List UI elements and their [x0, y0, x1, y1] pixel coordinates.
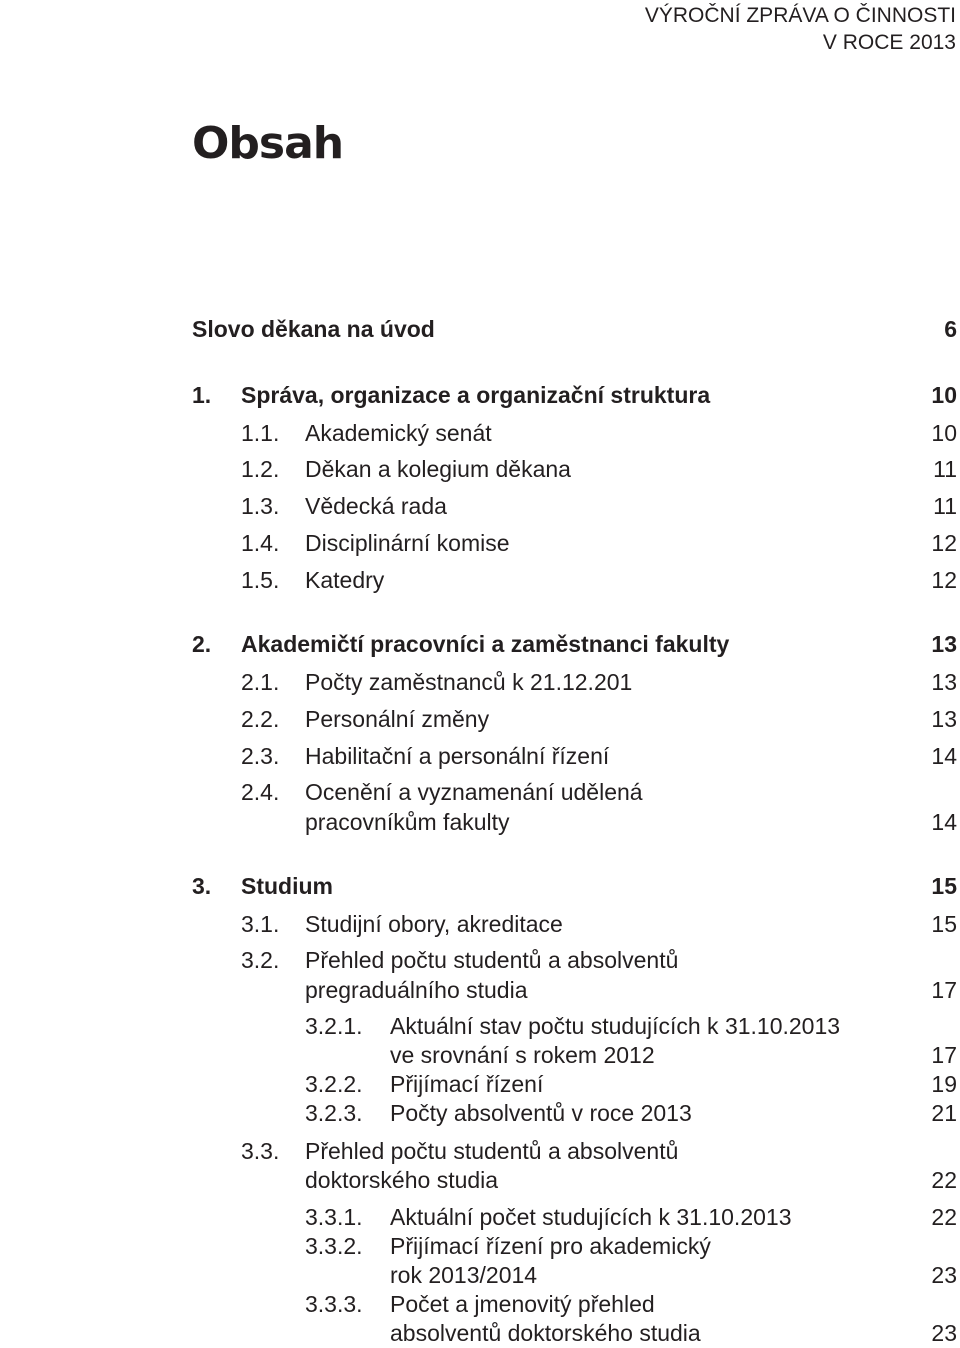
- toc-entry-title: Správa, organizace a organizační struktura: [241, 382, 711, 408]
- toc-entry-title-line-1: Aktuální stav počtu studujících k 31.10.2013: [390, 1013, 841, 1039]
- toc-entry-number: 2.: [192, 631, 212, 657]
- toc-entry-3-2[interactable]: [0, 946, 960, 1010]
- toc-entry-page: 21: [931, 1100, 957, 1126]
- toc-entry-number: 3.2.1.: [305, 1013, 363, 1039]
- toc-entry-page: 19: [931, 1071, 957, 1097]
- toc-entry-title: Katedry: [305, 567, 385, 593]
- toc-entry-title: Aktuální počet studujících k 31.10.2013: [390, 1204, 792, 1230]
- toc-entry-page: 11: [933, 493, 957, 519]
- toc-entry-number: 3.: [192, 873, 212, 899]
- toc-entry-number: 3.3.3.: [305, 1291, 363, 1317]
- toc-entry-number: 3.1.: [241, 911, 280, 937]
- toc-entry-number: 2.4.: [241, 779, 280, 805]
- toc-entry-title-line-2: rok 2013/2014: [390, 1262, 538, 1288]
- running-header: [645, 2, 956, 56]
- toc-entry-title: Počty zaměstnanců k 21.12.201: [305, 669, 633, 695]
- toc-entry-page: 23: [931, 1320, 957, 1346]
- running-header-line-2: V ROCE 2013: [822, 31, 956, 54]
- toc-entry-page: 22: [931, 1204, 957, 1230]
- toc-entry-title-line-1: Ocenění a vyznamenání udělená: [305, 779, 643, 805]
- toc-entry-page: 12: [931, 567, 957, 593]
- toc-entry-number: 3.2.2.: [305, 1071, 363, 1097]
- toc-entry-page: 15: [931, 873, 957, 899]
- toc-entry-page: 13: [931, 706, 957, 732]
- toc-entry-number: 2.1.: [241, 669, 280, 695]
- toc-entry-title: Počty absolventů v roce 2013: [390, 1100, 692, 1126]
- toc-entry-3-2-1[interactable]: [0, 1012, 960, 1072]
- toc-entry-page: 17: [931, 1042, 957, 1068]
- toc-entry-number: 1.: [192, 382, 212, 408]
- toc-entry-page: 6: [944, 316, 957, 342]
- toc-entry-page: 17: [931, 977, 957, 1003]
- toc-entry-page: 11: [933, 456, 957, 482]
- toc-entry-title: Habilitační a personální řízení: [305, 743, 610, 769]
- toc-entry-title: Přijímací řízení: [390, 1071, 544, 1097]
- toc-entry-number: 2.3.: [241, 743, 280, 769]
- toc-entry-number: 3.3.: [241, 1138, 280, 1164]
- toc-entry-3-3[interactable]: [0, 1137, 960, 1201]
- toc-entry-2-4[interactable]: [0, 778, 960, 842]
- toc-entry-title: Studijní obory, akreditace: [305, 911, 563, 937]
- toc-entry-page: 14: [931, 743, 957, 769]
- toc-entry-title-line-2: doktorského studia: [305, 1167, 499, 1193]
- page-title: Obsah: [192, 118, 344, 169]
- toc-entry-number: 3.2.3.: [305, 1100, 363, 1126]
- toc-entry-title: Slovo děkana na úvod: [192, 316, 435, 342]
- toc-entry-title-line-1: Přehled počtu studentů a absolventů: [305, 1138, 679, 1164]
- toc-entry-page: 23: [931, 1262, 957, 1288]
- toc-entry-title-line-2: pracovníkům fakulty: [305, 809, 510, 835]
- toc-entry-title-line-2: ve srovnání s rokem 2012: [390, 1042, 655, 1068]
- toc-entry-page: 13: [931, 669, 957, 695]
- toc-entry-page: 12: [931, 530, 957, 556]
- toc-entry-title-line-2: absolventů doktorského studia: [390, 1320, 701, 1346]
- toc-entry-number: 3.2.: [241, 947, 280, 973]
- toc-entry-3-3-3[interactable]: [0, 1290, 960, 1348]
- toc-entry-title: Vědecká rada: [305, 493, 447, 519]
- toc-entry-title: Disciplinární komise: [305, 530, 510, 556]
- toc-entry-page: 10: [931, 382, 957, 408]
- toc-entry-title-line-1: Přijímací řízení pro akademický: [390, 1233, 711, 1259]
- toc-entry-number: 1.1.: [241, 420, 280, 446]
- toc-entry-title: Akademičtí pracovníci a zaměstnanci fakulty: [241, 631, 730, 657]
- toc-entry-title: Děkan a kolegium děkana: [305, 456, 571, 482]
- toc-entry-number: 3.3.1.: [305, 1204, 363, 1230]
- toc-entry-title-line-1: Přehled počtu studentů a absolventů: [305, 947, 679, 973]
- toc-entry-page: 14: [931, 809, 957, 835]
- toc-entry-page: 10: [931, 420, 957, 446]
- toc-entry-page: 15: [931, 911, 957, 937]
- toc-entry-number: 1.5.: [241, 567, 280, 593]
- toc-entry-title-line-2: pregraduálního studia: [305, 977, 528, 1003]
- running-header-line-1: VÝROČNÍ ZPRÁVA O ČINNOSTI: [644, 4, 956, 27]
- toc-entry-number: 1.3.: [241, 493, 280, 519]
- toc-entry-number: 1.4.: [241, 530, 280, 556]
- toc-entry-number: 1.2.: [241, 456, 280, 482]
- toc-entry-number: 2.2.: [241, 706, 280, 732]
- toc-entry-title-line-1: Počet a jmenovitý přehled: [390, 1291, 655, 1317]
- toc-entry-number: 3.3.2.: [305, 1233, 363, 1259]
- toc-entry-title: Studium: [241, 873, 333, 899]
- toc-entry-title: Akademický senát: [305, 420, 492, 446]
- toc-entry-page: 13: [931, 631, 957, 657]
- toc-entry-page: 22: [931, 1167, 957, 1193]
- toc-entry-3-3-2[interactable]: [0, 1232, 960, 1292]
- toc-entry-title: Personální změny: [305, 706, 490, 732]
